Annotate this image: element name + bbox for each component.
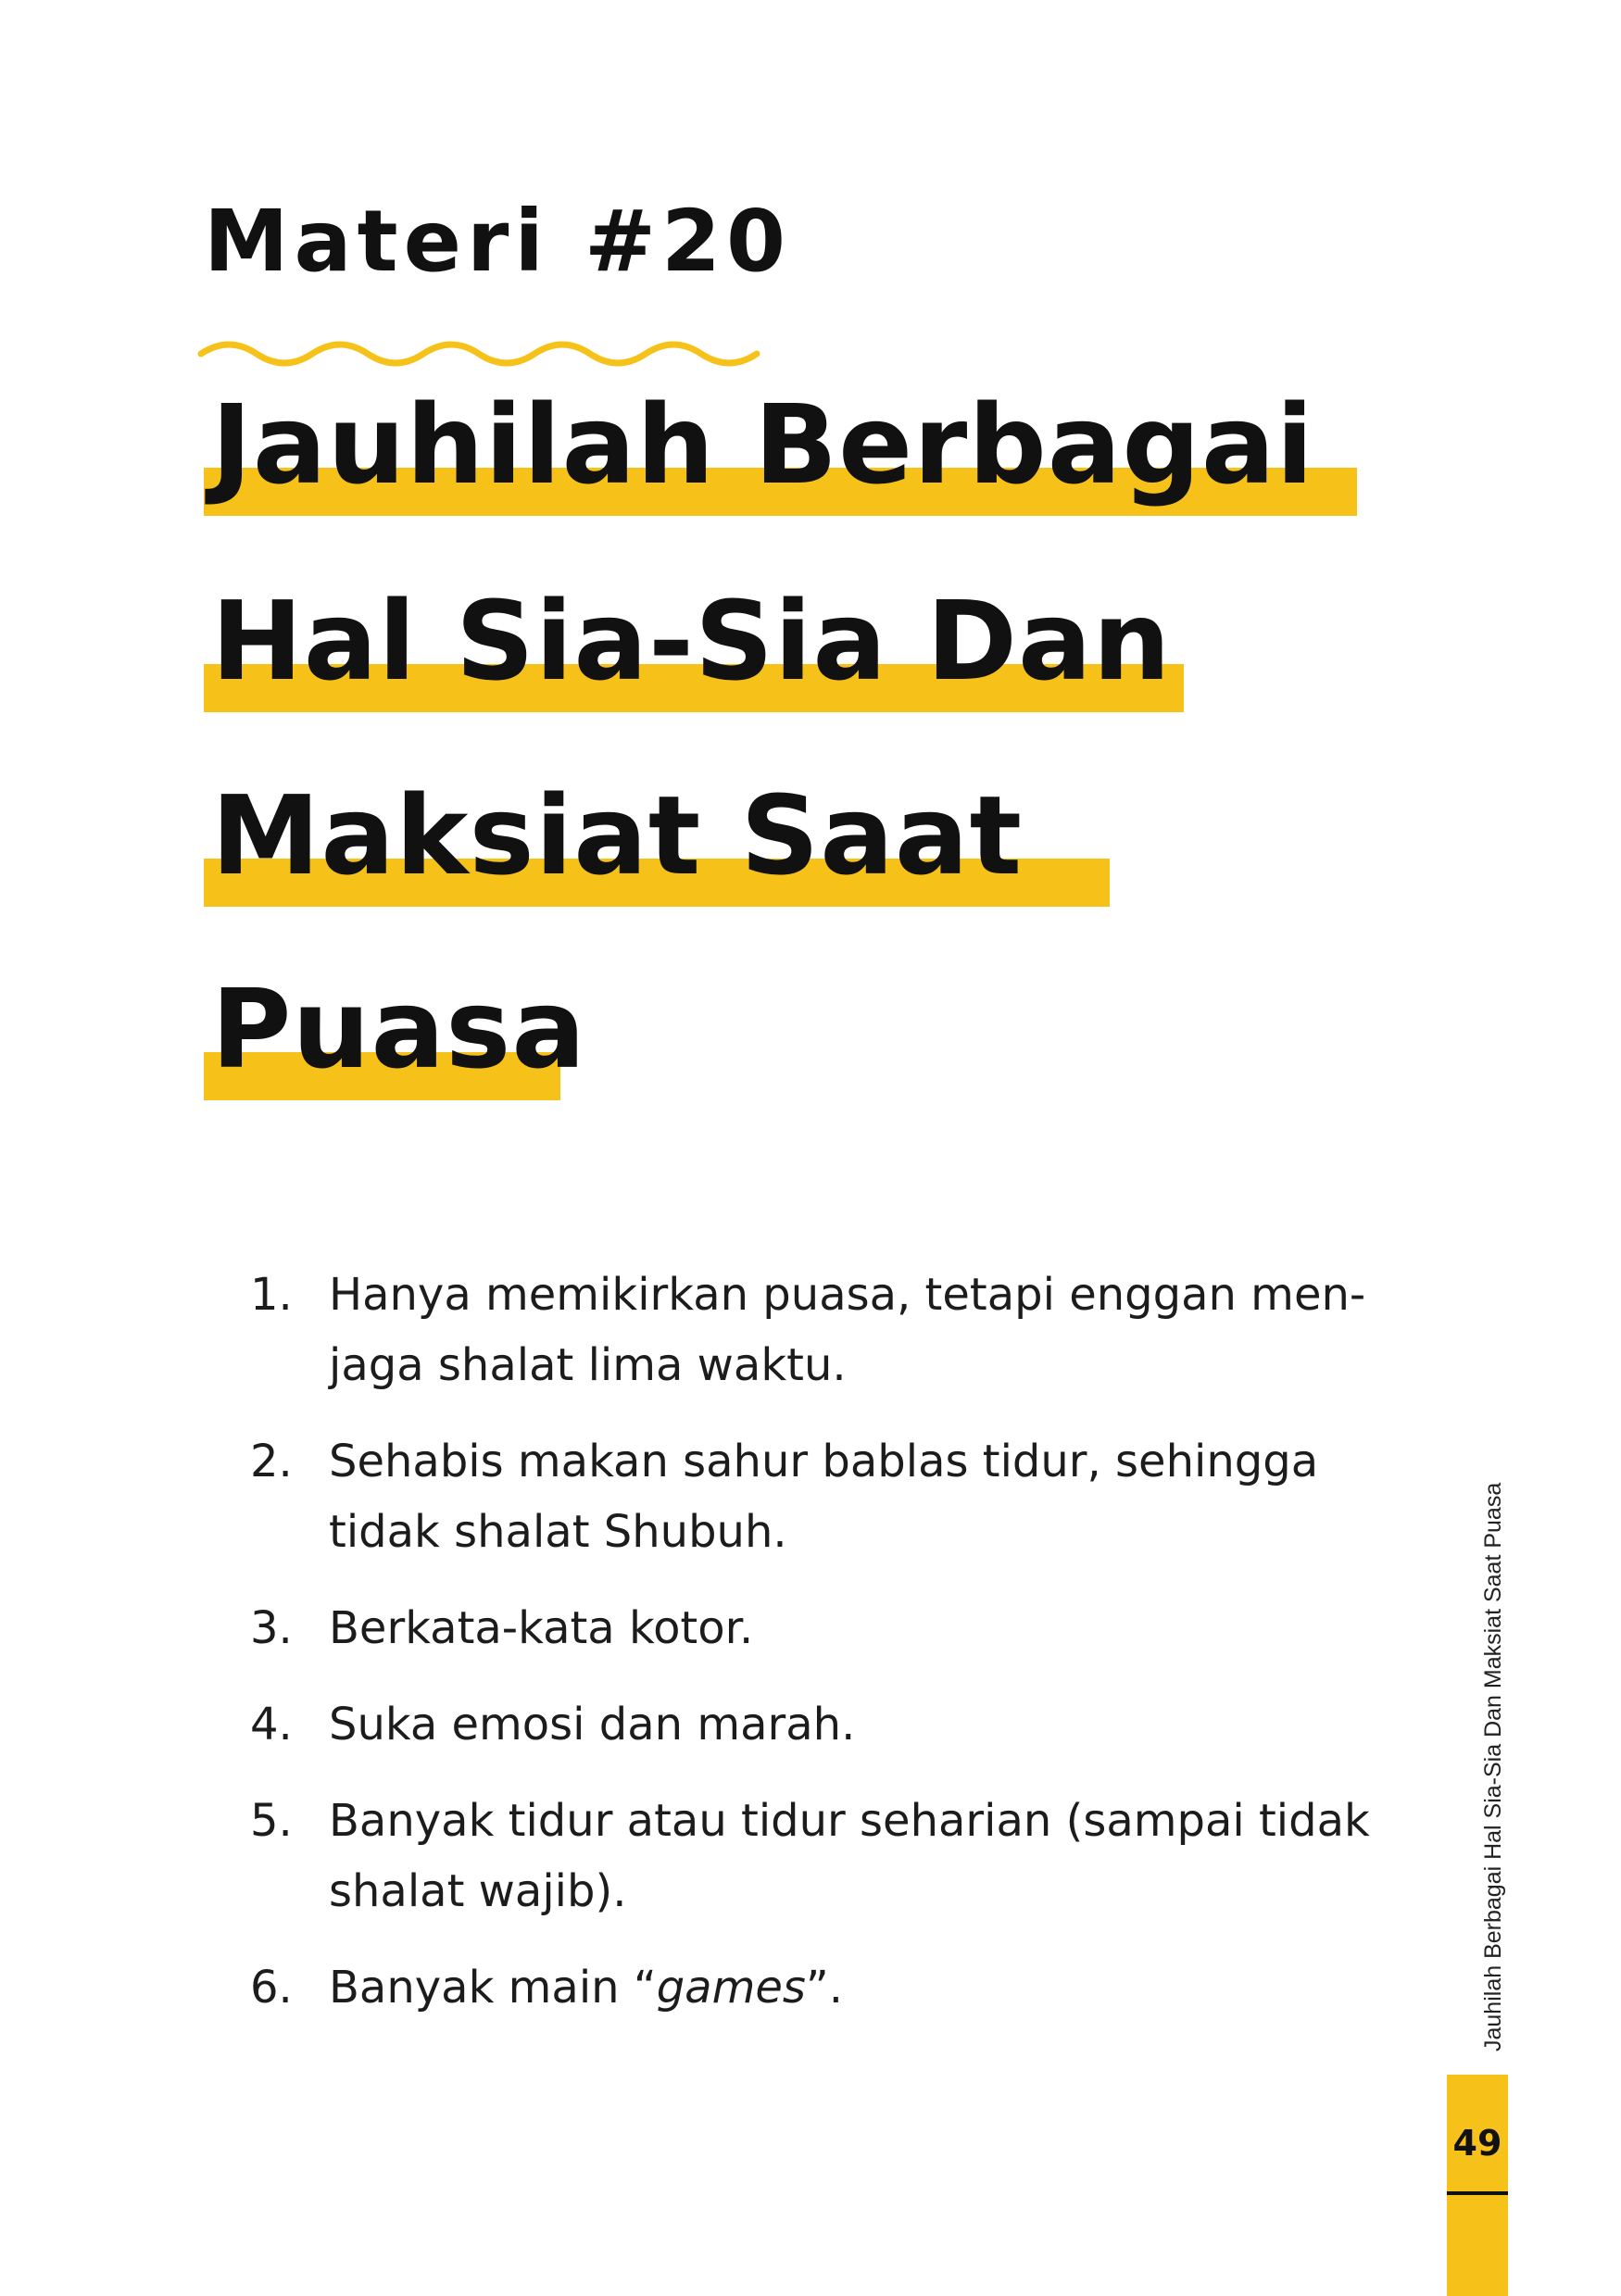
sin-list [250, 1260, 1389, 2049]
squiggle-decoration [196, 333, 761, 370]
list-item-number: 3. [250, 1602, 293, 1654]
list-item [250, 1952, 1389, 2023]
list-item [250, 1593, 1389, 1663]
list-item-number: 6. [250, 1962, 293, 2014]
list-item-text: Banyak tidur atau tidur seharian (sampai tidak shalat wajib). [329, 1795, 1370, 1917]
list-item-number: 2. [250, 1436, 293, 1487]
list-item [250, 1786, 1389, 1926]
title-line-2-text: Hal Sia-Sia Dan [211, 577, 1172, 705]
italic-word: games [656, 1962, 806, 2014]
title-line-3 [204, 766, 1112, 923]
title-line-3-text: Maksiat Saat [211, 772, 1023, 899]
list-item [250, 1426, 1389, 1567]
title-line-1 [204, 375, 1362, 533]
materi-label: Materi #20 [204, 192, 792, 291]
page-number: 49 [1452, 2123, 1502, 2164]
title-line-4-text: Puasa [211, 965, 586, 1093]
title-line-2 [204, 571, 1186, 729]
page-number-rule [1447, 2191, 1508, 2195]
list-item-text: Berkata-kata kotor. [329, 1602, 754, 1654]
list-item-number: 4. [250, 1699, 293, 1750]
list-item [250, 1689, 1389, 1760]
page-number-tab [1447, 2075, 1508, 2296]
list-item-text: Banyak main “games”. [329, 1962, 844, 2014]
list-item-text: Suka emosi dan marah. [329, 1699, 856, 1750]
running-header: Jauhilah Berbagai Hal Sia-Sia Dan Maksiat Saat Puasa [1480, 1482, 1506, 2051]
title-line-4 [204, 960, 586, 1117]
list-item [250, 1260, 1389, 1400]
list-item-text: Sehabis makan sahur bablas tidur, sehingga tidak shalat Shubuh. [329, 1436, 1319, 1558]
list-item-number: 5. [250, 1795, 293, 1847]
list-item-number: 1. [250, 1269, 293, 1321]
list-item-text: Hanya memikirkan puasa, tetapi enggan men-jaga shalat lima waktu. [329, 1269, 1366, 1391]
title-line-1-text: Jauhilah Berbagai [211, 381, 1314, 508]
